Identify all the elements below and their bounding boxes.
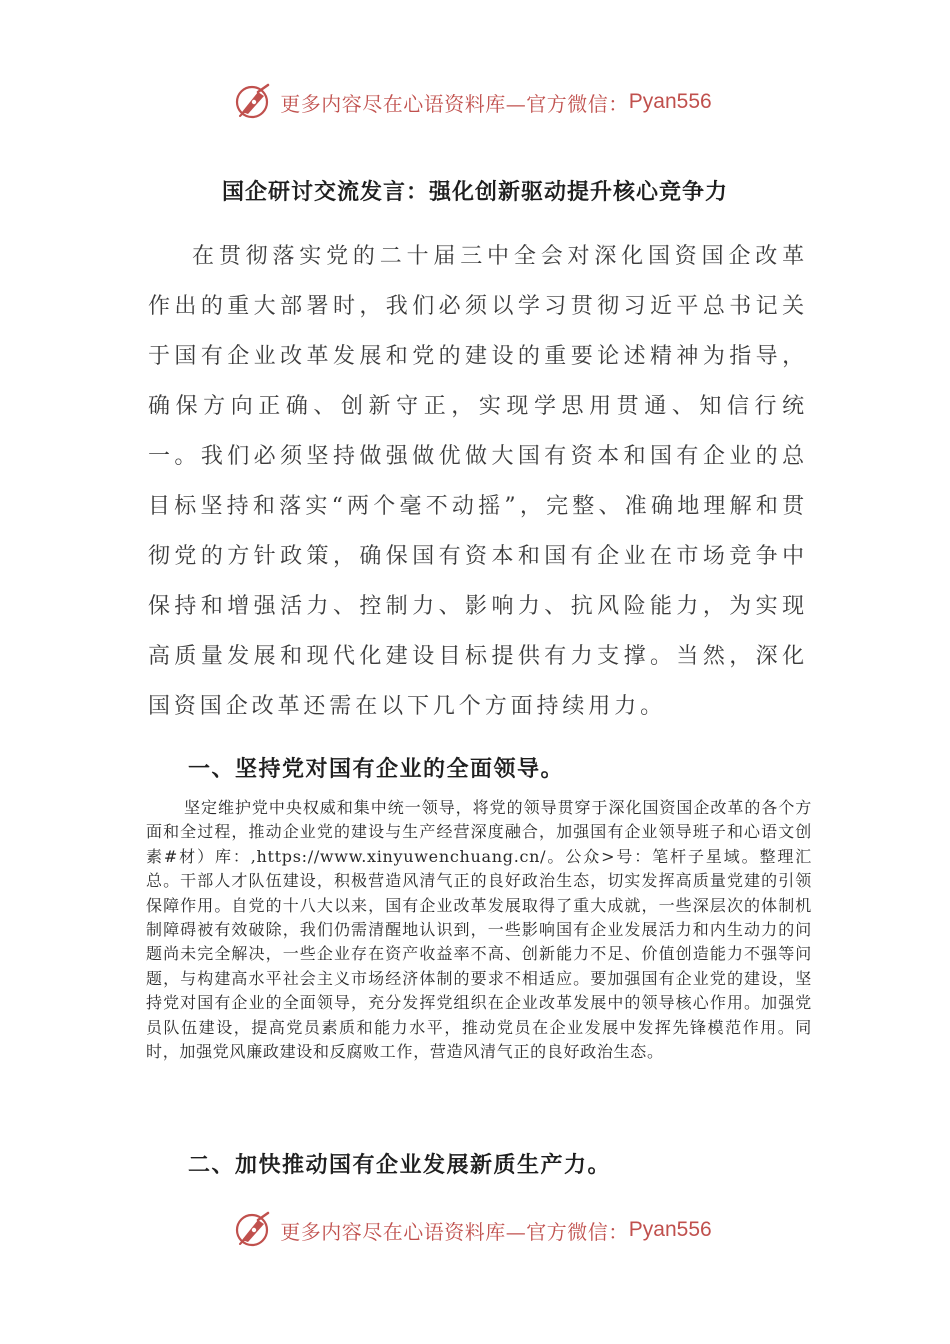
top-watermark-banner (0, 78, 950, 126)
section-1-body: 坚定维护党中央权威和集中统一领导，将党的领导贯穿于深化国资国企改革的各个方面和全过程，推动企业党的建设与生产经营深度融合，加强国有企业领导班子和心语文创素#材）库：,https://www.xinyuwenchuang.cn/。公众>号：笔杆子星域。整理汇总。干部人才队伍建设，积极营造风清气正的良好政治生态，切实发挥高质量党建的引领保障作用。自党的十八大以来，国有企业改革发展取得了重大成就，一些深层次的体制机制障碍被有效破除，我们仍需清醒地认识到，一些影响国有企业发展活力和内生动力的问题尚未完全解决，一些企业存在资产收益率不高、创新能力不足、价值创造能力不强等问题，与构建高水平社会主义市场经济体制的要求不相适应。要加强国有企业党的建设，坚持党对国有企业的全面领导，充分发挥党组织在企业改革发展中的领导核心作用。加强党员队伍建设，提高党员素质和能力水平，推动党员在企业发展中发挥先锋模范作用。同时，加强党风廉政建设和反腐败工作，营造风清气正的良好政治生态。 (146, 798, 812, 1062)
watermark-text: 更多内容尽在心语资料库—官方微信： (280, 91, 629, 116)
document-title: 国企研讨交流发言：强化创新驱动提升核心竞争力 (221, 179, 728, 205)
wechat-id: Pyan556 (628, 1218, 712, 1241)
section-1-heading: 一、坚持党对国有企业的全面领导。 (188, 757, 565, 782)
pen-nib-logo-icon (234, 1210, 274, 1250)
section-2-heading: 二、加快推动国有企业发展新质生产力。 (188, 1153, 612, 1178)
pen-nib-logo-icon (234, 82, 274, 122)
bottom-watermark-banner (0, 1206, 950, 1254)
intro-paragraph: 在贯彻落实党的二十届三中全会对深化国资国企改革作出的重大部署时，我们必须以学习贯彻习近平总书记关于国有企业改革发展和党的建设的重要论述精神为指导，确保方向正确、创新守正，实现学思用贯通、知信行统一。我们必须坚持做强做优做大国有资本和国有企业的总目标坚持和落实“两个毫不动摇”，完整、准确地理解和贯彻党的方针政策，确保国有资本和国有企业在市场竞争中保持和增强活力、控制力、影响力、抗风险能力，为实现高质量发展和现代化建设目标提供有力支撑。当然，深化国资国企改革还需在以下几个方面持续用力。 (148, 244, 808, 719)
watermark-text: 更多内容尽在心语资料库—官方微信： (280, 1219, 629, 1244)
top-watermark-content (234, 82, 711, 122)
wechat-id: Pyan556 (628, 90, 712, 113)
bottom-watermark-content (234, 1210, 711, 1250)
